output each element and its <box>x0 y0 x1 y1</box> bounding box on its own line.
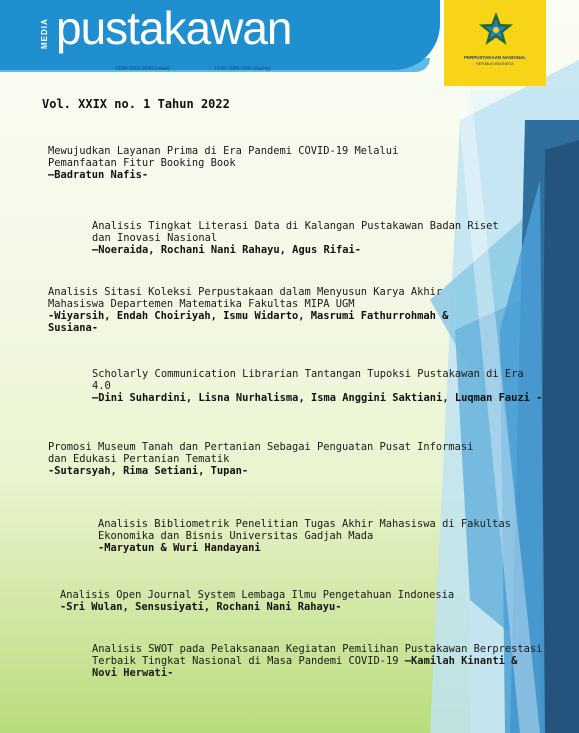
article-entry <box>98 518 548 554</box>
publisher-logo <box>444 0 546 86</box>
article-author: -Wiyarsih, Endah Choiriyah, Ismu Widarto, Masrumi Fathurrohmah & Susiana- <box>48 310 449 334</box>
article-entry <box>48 286 498 334</box>
article-entry <box>92 220 512 256</box>
article-author: -Sutarsyah, Rima Setiani, Tupan- <box>48 465 249 477</box>
article-author: –Kamilah Kinanti & Novi Herwati- <box>92 655 518 679</box>
article-entry <box>48 145 448 181</box>
article-title: Analisis Open Journal System Lembaga Ilmu Pengetahuan Indonesia <box>60 589 455 601</box>
issn-online: ISSN 2685-3396 (daring) <box>215 66 271 72</box>
volume-issue: Vol. XXIX no. 1 Tahun 2022 <box>42 97 230 111</box>
article-entry <box>48 441 488 477</box>
media-label: MEDIA <box>40 18 49 50</box>
article-author: –Badratun Nafis- <box>48 169 149 181</box>
article-title: Scholarly Communication Librarian Tantangan Tupoksi Pustakawan di Era 4.0 <box>92 368 524 392</box>
star-logo-icon <box>476 10 516 50</box>
brand-title: pustakawan <box>56 2 292 54</box>
article-title: Analisis Tingkat Literasi Data di Kalangan Pustakawan Badan Riset dan Inovasi Nasional <box>92 220 499 244</box>
article-title: Promosi Museum Tanah dan Pertanian Sebagai Penguatan Pusat Informasi dan Edukasi Pertanian Tematik <box>48 441 474 465</box>
issn-print: ISSN 0852-9248 (cetak) <box>116 66 170 72</box>
logo-org-sub: REPUBLIK INDONESIA <box>476 62 514 66</box>
article-title: Analisis Bibliometrik Penelitian Tugas Akhir Mahasiswa di Fakultas Ekonomika dan Bisnis Universitas Gadjah Mada <box>98 518 511 542</box>
article-entry <box>60 589 490 613</box>
header-band <box>0 0 579 92</box>
article-title: Analisis SWOT pada Pelaksanaan Kegiatan Pemilihan Pustakawan Berprestasi Terbaik Tingkat Nasional di Masa Pandemi COVID-19 <box>92 643 543 667</box>
logo-org-name: PERPUSTAKAAN NASIONAL <box>464 55 526 60</box>
article-author: –Dini Suhardini, Lisna Nurhalisma, Isma Anggini Saktiani, Luqman Fauzi - <box>92 392 543 404</box>
article-title: Analisis Sitasi Koleksi Perpustakaan dalam Menyusun Karya Akhir Mahasiswa Departemen Matematika Fakultas MIPA UGM <box>48 286 443 310</box>
article-title: Mewujudkan Layanan Prima di Era Pandemi COVID-19 Melalui Pemanfaatan Fitur Booking Book <box>48 145 399 169</box>
article-entry <box>92 643 547 679</box>
article-entry <box>92 368 547 404</box>
article-author: -Maryatun & Wuri Handayani <box>98 542 261 554</box>
article-author: -Sri Wulan, Sensusiyati, Rochani Nani Rahayu- <box>60 601 342 613</box>
article-author: –Noeraida, Rochani Nani Rahayu, Agus Rifai- <box>92 244 361 256</box>
